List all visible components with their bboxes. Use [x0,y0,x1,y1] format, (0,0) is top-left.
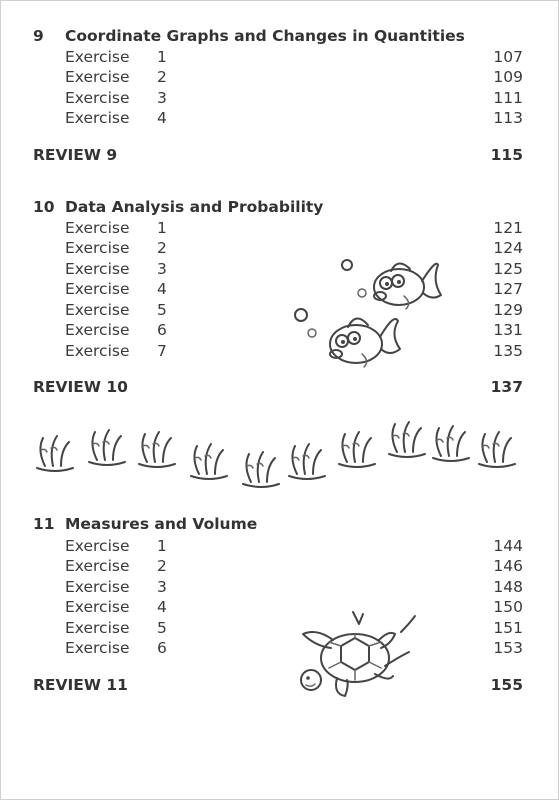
exercise-page: 131 [493,321,523,339]
exercise-row [65,219,523,240]
exercise-label: Exercise [65,48,130,66]
seaweed-icon [339,432,375,467]
review-label: REVIEW 10 [33,378,128,396]
chapter-title: Measures and Volume [65,515,258,533]
exercise-number: 3 [157,260,167,278]
exercise-number: 4 [157,598,167,616]
review-row [33,146,523,168]
exercise-row [65,557,523,578]
chapter-heading [33,515,257,537]
bubble-icon [295,309,307,321]
exercise-label: Exercise [65,537,130,555]
exercise-page: 135 [493,342,523,360]
exercise-number: 3 [157,89,167,107]
chapter-number: 10 [33,198,55,216]
exercise-number: 5 [157,301,167,319]
exercise-label: Exercise [65,321,130,339]
seaweed-icon [89,430,125,465]
exercise-label: Exercise [65,578,130,596]
fish-illustration [286,251,446,381]
exercise-page: 153 [493,639,523,657]
review-label: REVIEW 9 [33,146,118,164]
bubble-icon [342,260,352,270]
exercise-number: 5 [157,619,167,637]
seaweed-icon [289,444,325,479]
bubble-icon [308,329,316,337]
exercise-number: 2 [157,557,167,575]
review-page: 115 [490,146,523,164]
exercise-row [65,48,523,69]
chapter-heading [33,198,323,220]
chapter-title: Data Analysis and Probability [65,198,324,216]
exercise-page: 111 [493,89,523,107]
exercise-label: Exercise [65,598,130,616]
exercise-number: 7 [157,342,167,360]
exercise-page: 113 [493,109,523,127]
exercise-number: 2 [157,68,167,86]
exercise-label: Exercise [65,639,130,657]
seaweed-icon [479,432,515,467]
exercise-number: 6 [157,639,167,657]
fish-icon [374,263,441,309]
exercise-page: 121 [493,219,523,237]
exercise-page: 125 [493,260,523,278]
exercise-row [65,68,523,89]
exercise-label: Exercise [65,619,130,637]
bubble-icon [358,289,366,297]
exercise-number: 4 [157,280,167,298]
exercise-label: Exercise [65,301,130,319]
exercise-label: Exercise [65,557,130,575]
exercise-row [65,537,523,558]
exercise-page: 144 [493,537,523,555]
exercise-label: Exercise [65,219,130,237]
review-row [33,378,523,400]
exercise-page: 124 [493,239,523,257]
exercise-label: Exercise [65,280,130,298]
exercise-label: Exercise [65,342,130,360]
exercise-number: 1 [157,219,167,237]
exercise-number: 1 [157,48,167,66]
exercise-row [65,578,523,599]
seaweed-icon [191,444,227,479]
exercise-number: 2 [157,239,167,257]
turtle-icon [301,612,415,696]
chapter-number: 9 [33,27,44,45]
exercise-label: Exercise [65,260,130,278]
chapter-heading [33,27,465,49]
exercise-label: Exercise [65,109,130,127]
exercise-row [65,89,523,110]
exercise-number: 3 [157,578,167,596]
seaweed-icon [433,426,469,461]
seaweed-icon [37,436,73,471]
turtle-illustration [293,606,425,702]
exercise-page: 107 [493,48,523,66]
exercise-label: Exercise [65,68,130,86]
seaweed-row-illustration [29,416,529,488]
review-label: REVIEW 11 [33,676,128,694]
chapter-number: 11 [33,515,55,533]
exercise-page: 127 [493,280,523,298]
exercise-page: 109 [493,68,523,86]
exercise-number: 6 [157,321,167,339]
exercise-page: 148 [493,578,523,596]
seaweed-icon [139,432,175,467]
seaweed-icon [243,452,279,487]
exercise-page: 151 [493,619,523,637]
chapter-title: Coordinate Graphs and Changes in Quantities [65,27,465,45]
review-row [33,676,523,698]
exercise-label: Exercise [65,239,130,257]
seaweed-icon [389,422,425,457]
exercise-label: Exercise [65,89,130,107]
exercise-page: 129 [493,301,523,319]
exercise-page: 150 [493,598,523,616]
review-page: 137 [490,378,523,396]
exercise-page: 146 [493,557,523,575]
exercise-number: 4 [157,109,167,127]
fish-icon [330,318,400,367]
exercise-row [65,109,523,130]
review-page: 155 [490,676,523,694]
exercise-number: 1 [157,537,167,555]
